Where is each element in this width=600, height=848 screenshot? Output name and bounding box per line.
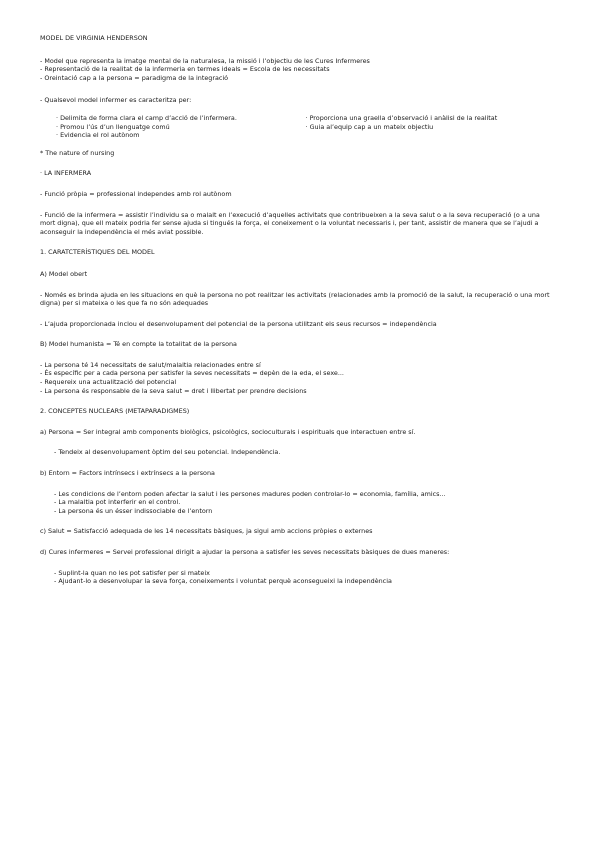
nature-of-nursing: * The nature of nursing: [40, 148, 115, 157]
characteristic-item: · Evidencia el rol autònom: [56, 131, 140, 140]
characteristics-list: [40, 114, 555, 140]
list-item: - Les condicions de l’entorn poden afectar la salut i les persones madures poden controlar-lo = economia, família, amics...: [54, 489, 446, 498]
characteristic-item: · Promou l’ús d’un llenguatge comú: [56, 122, 170, 131]
function-nurse: - Funció de la infermera = assistir l’individu sa o malalt en l’execució d’aquelles activitats que contribueixen a la seva salut o a la seva recuperació (o a una mort digna), que ell mateix podria fer sense ajuda si tingués la força, el coneixement o la voluntat necessaris i, per tant, assistir de manera que se l’ajudi a aconseguir la independència el més aviat possible.: [40, 210, 540, 236]
characteristic-item: · Proporciona una graella d’observació i anàlisi de la realitat: [305, 113, 498, 122]
list-item: - És específic per a cada persona per satisfer la seves necessitats = depèn de la eda, el sexe...: [40, 369, 344, 378]
section2-heading: 2. CONCEPTES NUCLEARS (METAPARADIGMES): [40, 407, 190, 416]
section1-b-list: [40, 361, 555, 395]
list-item: - Suplint-la quan no les pot satisfer per si mateix: [54, 568, 210, 577]
list-item: - Ajudant-lo a desenvolupar la seva força, coneixements i voluntat perquè aconsegueixi la independència: [54, 577, 392, 586]
characteristics-left: [56, 114, 306, 140]
list-item: - La malaltia pot interferir en el control.: [54, 498, 181, 507]
characterization-intro: - Qualsevol model infermer es caracteritza per:: [40, 96, 192, 105]
section2-a-sub: - Tendeix al desenvolupament òptim del seu potencial. Independència.: [54, 448, 281, 457]
intro-line-3: - Oreintació cap a la persona = paradigma de la integració: [40, 73, 229, 82]
document-title: MODEL DE VIRGINIA HENDERSON: [40, 34, 148, 42]
list-item: - La persona és responsable de la seva salut = dret i llibertat per prendre decisions: [40, 386, 307, 395]
intro-line-2: - Representació de la realitat de la infermeria en termes ideals = Escola de les necessitats: [40, 65, 330, 74]
intro-line-1: - Model que representa la imatge mental de la naturalesa, la missió i l’objectiu de les Cures Infermeres: [40, 56, 370, 65]
section1-b-heading: B) Model humanista = Té en compte la totalitat de la persona: [40, 340, 237, 349]
section1-a-paragraph-1: - Només es brinda ajuda en les situacions en què la persona no pot realitzar les activitats (relacionades amb la promoció de la salut, la recuperació o una mort digna) per si mateixa o les que fa no són adequades: [40, 290, 550, 308]
section2-b-list: [40, 490, 555, 516]
section2-d-list: [40, 569, 555, 586]
section2-b: b) Entorn = Factors intrínsecs i extrínsecs a la persona: [40, 469, 215, 478]
characteristics-right: [306, 114, 556, 140]
section2-c: c) Salut = Satisfacció adequada de les 14 necessitats bàsiques, ja sigui amb accions pròpies o externes: [40, 527, 373, 536]
function-own: - Funció pròpia = professional independes amb rol autònom: [40, 189, 232, 198]
list-item: - Requereix una actualització del potencial: [40, 378, 177, 387]
characteristic-item: · Delimita de forma clara el camp d’acció de l’infermera.: [56, 113, 237, 122]
section1-a-paragraph-2: - L’ajuda proporcionada inclou el desenvolupament del potencial de la persona utilitzant els seus recursos = independència: [40, 319, 437, 328]
section1-a-heading: A) Model obert: [40, 269, 88, 278]
section2-d: d) Cures infermeres = Servei professional dirigit a ajudar la persona a satisfer les seves necessitats bàsiques de dues maneres:: [40, 548, 450, 556]
nurse-heading: · LA INFERMERA: [40, 169, 92, 178]
list-item: - La persona és un ésser indissociable de l’entorn: [54, 506, 213, 515]
document-page: [40, 34, 555, 586]
section2-a: a) Persona = Ser integral amb components biològics, psicològics, socioculturals i espirituals que interactuen entre sí.: [40, 427, 416, 436]
list-item: - La persona té 14 necessitats de salut/malaltia relacionades entre sí: [40, 360, 261, 369]
section1-heading: 1. CARATCTERÍSTIQUES DEL MODEL: [40, 248, 155, 257]
characteristic-item: · Guia al’equip cap a un mateix objectiu: [305, 122, 434, 131]
